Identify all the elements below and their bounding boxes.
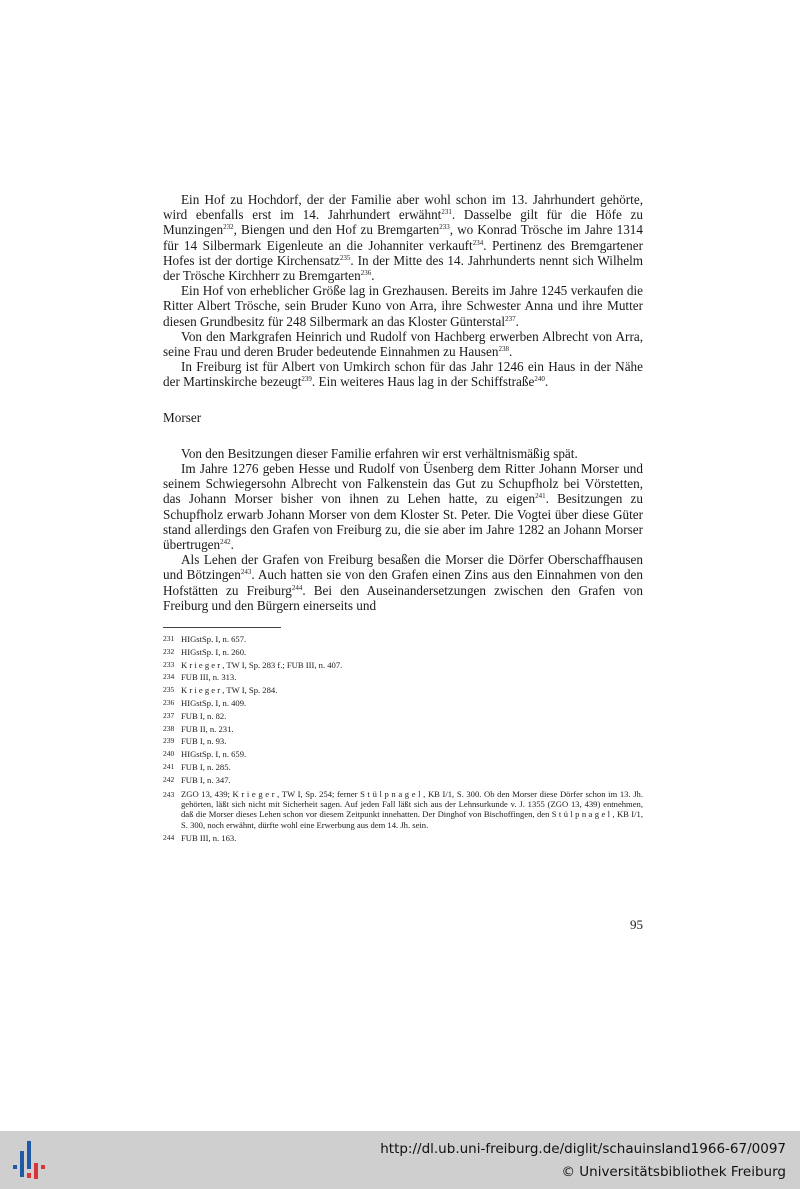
- footnote-text: ZGO 13, 439; K r i e g e r , TW I, Sp. 254; ferner S t ü l p n a g e l , KB I/1, S. 300. Ob den Morser diese Dörfer schon im 13. Jh. gehörten, läßt sich nicht mit Sicherheit sagen. Auf jeden Fall läßt sich aus der Lehnsurkunde v. J. 1355 (ZGO 13, 439) entnehmen, daß die Morser dieses Lehen schon vor diesem Zeitpunkt innehatten. Der Dinghof von Bischoffingen, den S t ü l p n a g e l , KB I/1, S. 300, noch erwähnt, dürfte wohl eine Erwerbung aus dem 14. Jh. sein.: [181, 788, 643, 830]
- footnote-number: 233: [163, 659, 175, 669]
- paragraph-text: Ein Hof zu Hochdorf, der der Familie aber wohl schon im 13. Jahrhundert gehörte, wird ebenfalls erst im 14. Jahrhundert erwähnt: [163, 192, 643, 223]
- footnote-number: 238: [163, 723, 175, 733]
- main-text-bottom: [163, 446, 643, 613]
- footnote-ref: 233: [439, 223, 450, 232]
- footnote-ref: 234: [472, 238, 484, 247]
- footnote-number: 234: [163, 672, 175, 682]
- ub-freiburg-logo-icon[interactable]: [10, 1139, 52, 1181]
- footnote-item: [163, 646, 643, 659]
- paragraph: [163, 446, 643, 461]
- footnote-text: FUB I, n. 82.: [181, 710, 227, 721]
- footnote-text: HIGstSp. I, n. 659.: [181, 749, 247, 760]
- paragraph-text: . Pertinenz des Bremgartener Hofes ist der dortige Kirchensatz: [163, 237, 643, 268]
- source-url-link[interactable]: http://dl.ub.uni-freiburg.de/diglit/schauinsland1966-67/0097: [380, 1141, 786, 1157]
- footnote-item: [163, 789, 643, 830]
- footnotes: [163, 633, 643, 845]
- paragraph: [163, 192, 643, 283]
- footnote-ref: 237: [505, 314, 516, 323]
- footnote-text: FUB III, n. 313.: [181, 672, 237, 683]
- footnote-item: [163, 710, 643, 723]
- footnote-item: [163, 735, 643, 748]
- paragraph: [163, 359, 643, 389]
- paragraph-text: .: [515, 313, 519, 329]
- footnote-number: 239: [163, 736, 175, 746]
- paragraph-text: . Auch hatten sie von den Grafen einen Zins aus den Einnahmen von den Hofstätten zu Freiburg: [163, 567, 643, 598]
- footnote-ref: 232: [223, 223, 234, 232]
- footnote-text: HIGstSp. I, n. 657.: [181, 634, 247, 645]
- paragraph: [163, 461, 643, 552]
- footnote-number: 244: [163, 832, 175, 842]
- footnote-text: FUB I, n. 285.: [181, 762, 231, 773]
- footnote-number: 241: [163, 762, 175, 772]
- footnote-ref: 236: [360, 269, 372, 278]
- paragraph-text: , Biengen und den Hof zu Bremgarten: [233, 222, 440, 238]
- footnote-number: 236: [163, 698, 175, 708]
- footnote-number: 237: [163, 710, 175, 720]
- footnote-text: FUB III, n. 163.: [181, 832, 237, 843]
- footnote-text: FUB I, n. 93.: [181, 736, 227, 747]
- footnote-ref: 242: [220, 538, 231, 547]
- paragraph-text: Ein Hof von erheblicher Größe lag in Grezhausen. Bereits im Jahre 1245 verkaufen die Ritter Albert Trösche, sein Bruder Kuno von Arra, ihre Schwester Anna und ihre Mutter diesen Grundbesitz für 248 Silbermark an das Kloster Günterstal: [163, 283, 643, 329]
- footnote-ref: 243: [240, 568, 252, 577]
- footnote-text: K r i e g e r , TW I, Sp. 284.: [181, 685, 278, 696]
- footnote-text: HIGstSp. I, n. 260.: [181, 646, 247, 657]
- footnote-item: [163, 697, 643, 710]
- paragraph-text: . Bei den Auseinandersetzungen zwischen den Grafen von Freiburg und den Bürgern einerseits und: [163, 582, 643, 613]
- paragraph-text: .: [371, 268, 375, 284]
- footnote-divider: [163, 627, 281, 628]
- footnote-text: K r i e g e r , TW I, Sp. 283 f.; FUB III, n. 407.: [181, 659, 343, 670]
- paragraph-text: .: [230, 537, 234, 553]
- paragraph-text: Als Lehen der Grafen von Freiburg besaßen die Morser die Dörfer Oberschaffhausen und Bötzingen: [163, 552, 643, 583]
- footnote-item: [163, 671, 643, 684]
- section-heading: Morser: [163, 409, 202, 425]
- footnote-number: 231: [163, 634, 175, 644]
- footnote-item: [163, 723, 643, 736]
- paragraph-text: , wo Konrad Trösche im Jahre 1314 für 14 Silbermark Eigenleute an die Johanniter verkauft: [163, 222, 643, 253]
- footnote-number: 240: [163, 749, 175, 759]
- footnote-text: FUB II, n. 231.: [181, 723, 234, 734]
- footnote-ref: 240: [534, 375, 545, 384]
- footnote-ref: 235: [339, 253, 351, 262]
- paragraph-text: . Ein weiteres Haus lag in der Schiffstraße: [311, 374, 535, 390]
- paragraph-text: In Freiburg ist für Albert von Umkirch schon für das Jahr 1246 ein Haus in der Nähe der Martinskirche bezeugt: [163, 359, 643, 390]
- footnote-item: [163, 684, 643, 697]
- footnote-text: FUB I, n. 347.: [181, 774, 231, 785]
- main-text-top: [163, 192, 643, 390]
- paragraph-text: Von den Besitzungen dieser Familie erfahren wir erst verhältnismäßig spät.: [181, 445, 578, 461]
- paragraph: [163, 552, 643, 613]
- footnote-ref: 238: [498, 345, 509, 354]
- footnote-number: 232: [163, 646, 175, 656]
- footnote-item: [163, 774, 643, 787]
- paragraph-text: .: [544, 374, 549, 390]
- page-number: 95: [630, 917, 643, 932]
- footnote-number: 242: [163, 774, 175, 784]
- footnote-ref: 241: [535, 492, 546, 501]
- footnote-item: [163, 633, 643, 646]
- paragraph-text: . In der Mitte des 14. Jahrhunderts nennt sich Wilhelm der Trösche Kirchherr zu Bremgarten: [163, 252, 644, 284]
- footer-bar: [0, 1131, 800, 1189]
- footnote-text: HIGstSp. I, n. 409.: [181, 698, 247, 709]
- paragraph-text: .: [508, 344, 513, 360]
- page-body: [163, 192, 643, 845]
- footnote-item: [163, 761, 643, 774]
- footnote-ref: 244: [291, 583, 303, 592]
- footnote-item: [163, 748, 643, 761]
- copyright-text: © Universitätsbibliothek Freiburg: [561, 1164, 786, 1180]
- paragraph-text: . Besitzungen zu Schupfholz erwarb Johann Morser von dem Kloster St. Peter. Die Vogtei über diese Güter stand allerdings den Grafen von Freiburg zu, die sie aber im Jahre 1282 an Johann Morser übertrugen: [163, 491, 643, 553]
- footnote-ref: 231: [441, 208, 452, 217]
- paragraph-text: . Dasselbe gilt für die Höfe zu Munzingen: [163, 207, 643, 238]
- paragraph: [163, 283, 643, 329]
- footnote-number: 235: [163, 685, 175, 695]
- footnote-ref: 239: [301, 375, 312, 384]
- footnote-item: [163, 659, 643, 672]
- footnote-number: 243: [163, 789, 175, 799]
- paragraph-text: Von den Markgrafen Heinrich und Rudolf von Hachberg erwerben Albrecht von Arra, seine Frau und deren Bruder bedeutende Einnahmen zu Hausen: [163, 328, 643, 360]
- footnote-item: [163, 832, 643, 845]
- paragraph: [163, 329, 643, 359]
- paragraph-text: Im Jahre 1276 geben Hesse und Rudolf von Üsenberg dem Ritter Johann Morser und seinem Schwiegersohn Albrecht von Falkenstein das Gut zu Schupfholz bei Vörstetten, das Johann Morser bisher von ihnen zu Lehen hatte, zu eigen: [163, 461, 643, 507]
